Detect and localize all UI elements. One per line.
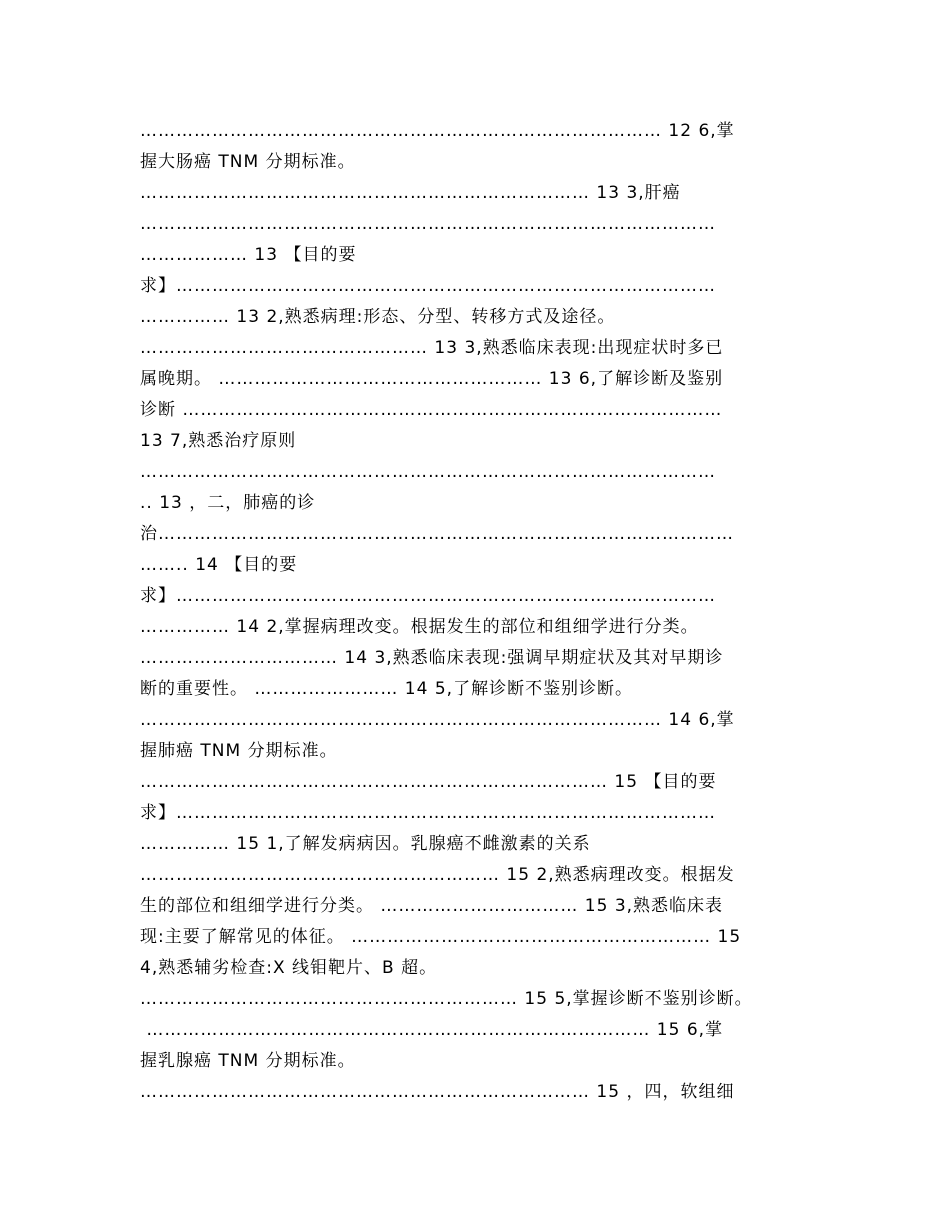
toc-line-31: 握乳腺癌 TNM 分期标准。	[140, 1051, 356, 1071]
toc-line-22: …………………………………………………………………… 15 【目的要	[140, 772, 717, 792]
toc-line-7: …………… 13 2,熟悉病理:形态、分型、转移方式及途径。	[140, 307, 616, 327]
toc-line-1: …………………………………………………………………………… 12 6,掌	[140, 121, 735, 141]
toc-line-12: ……………………………………………………………………………………	[140, 462, 716, 482]
toc-line-23: 求】………………………………………………………………………………	[140, 803, 716, 823]
toc-line-21: 握肺癌 TNM 分期标准。	[140, 741, 338, 761]
toc-line-19: 断的重要性。 …………………… 14 5,了解诊断不鉴别诊断。	[140, 679, 634, 699]
toc-line-15: …….. 14 【目的要	[140, 555, 298, 575]
toc-line-9: 属晚期。 ……………………………………………… 13 6,了解诊断及鉴别	[140, 369, 724, 389]
toc-line-5: ……………… 13 【目的要	[140, 245, 357, 265]
toc-line-29: ……………………………………………………… 15 5,掌握诊断不鉴别诊断。	[140, 989, 753, 1009]
toc-line-28: 4,熟悉辅劣检查:X 线钼靶片、B 超。	[140, 958, 438, 978]
toc-line-14: 治……………………………………………………………………………………	[140, 524, 734, 544]
toc-line-30: ………………………………………………………………………… 15 6,掌	[140, 1020, 724, 1040]
toc-line-24: …………… 15 1,了解发病病因。乳腺癌不雌激素的关系	[140, 834, 591, 854]
toc-line-8: ………………………………………… 13 3,熟悉临床表现:出现症状时多已	[140, 338, 724, 358]
toc-line-26: 生的部位和组细学进行分类。 …………………………… 15 3,熟悉临床表	[140, 896, 724, 916]
toc-line-10: 诊断 ………………………………………………………………………………	[140, 400, 723, 420]
toc-line-13: .. 13 ，二，肺癌的诊	[140, 493, 316, 513]
toc-line-18: …………………………… 14 3,熟悉临床表现:强调早期症状及其对早期诊	[140, 648, 724, 668]
toc-line-17: …………… 14 2,掌握病理改变。根据发生的部位和组细学进行分类。	[140, 617, 699, 637]
toc-line-20: …………………………………………………………………………… 14 6,掌	[140, 710, 735, 730]
toc-line-32: ………………………………………………………………… 15 ，四，软组细	[140, 1082, 735, 1102]
toc-line-2: 握大肠癌 TNM 分期标准。	[140, 152, 356, 172]
toc-line-11: 13 7,熟悉治疗原则	[140, 431, 297, 451]
toc-line-6: 求】………………………………………………………………………………	[140, 276, 716, 296]
toc-line-16: 求】………………………………………………………………………………	[140, 586, 716, 606]
toc-line-3: ………………………………………………………………… 13 3,肝癌	[140, 183, 681, 203]
toc-line-27: 现:主要了解常见的体征。 …………………………………………………… 15	[140, 927, 742, 947]
toc-line-4: ……………………………………………………………………………………	[140, 214, 716, 234]
toc-line-25: …………………………………………………… 15 2,熟悉病理改变。根据发	[140, 865, 735, 885]
